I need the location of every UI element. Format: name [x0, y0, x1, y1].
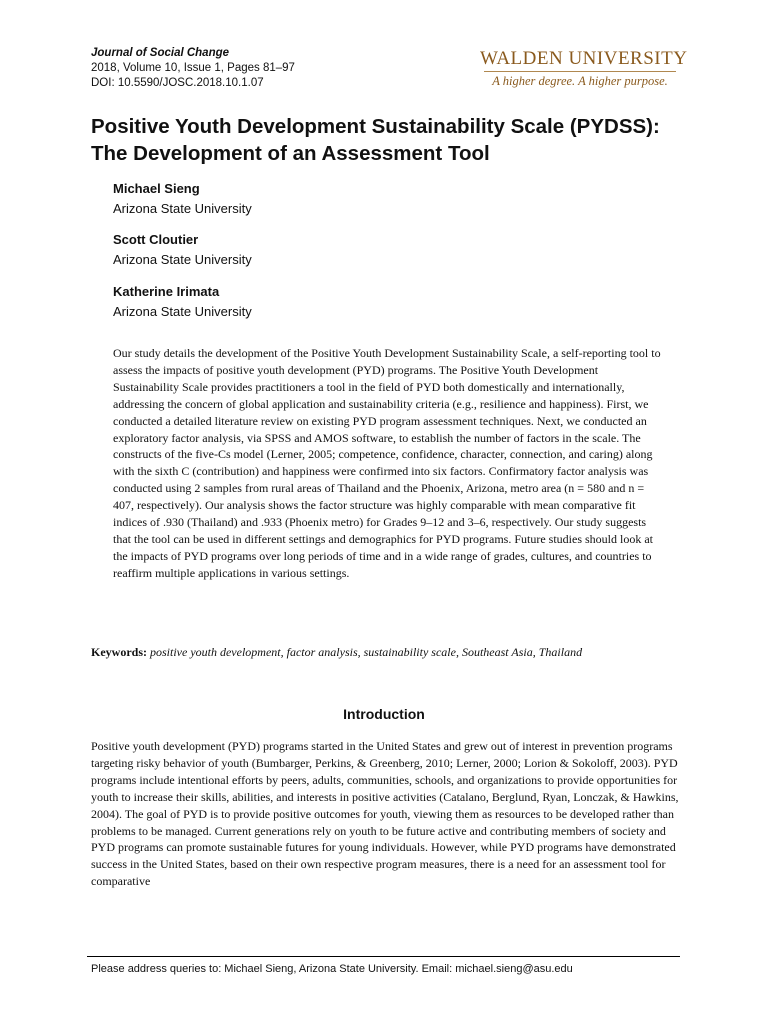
author-name: Scott Cloutier: [113, 232, 199, 247]
author-affiliation: Arizona State University: [113, 201, 252, 216]
keywords: [91, 644, 671, 661]
author-block: [113, 179, 252, 219]
logo-tagline: A higher degree. A higher purpose.: [492, 74, 668, 88]
introduction-paragraph: Positive youth development (PYD) programs started in the United States and grew out of interest in prevention programs targeting risky behavior of youth (Bumbarger, Perkins, & Greenberg, 2010; Lerner, 2000; Lorion & Sokoloff, 2003). PYD programs include intentional efforts by peers, adults, communities, schools, and organizations to provide opportunities for youth to increase their skills, abilities, and interests in positive activities (Catalano, Berglund, Ryan, Lonczak, & Hawkins, 2004). The goal of PYD is to provide positive outcomes for youth, viewing them as resources to be developed rather than problems to be managed. Current generations rely on youth to be future active and contributing members of society and PYD programs can promote sustainable futures for young individuals. However, while PYD programs have demonstrated success in the United States, based on their own respective program measures, there is a need for an assessment tool for comparative: [91, 739, 679, 889]
logo-name: WALDEN UNIVERSITY: [480, 48, 688, 69]
author-block: [113, 230, 252, 270]
author-block: [113, 282, 252, 322]
keywords-list: positive youth development, factor analysis, sustainability scale, Southeast Asia, Thailand: [150, 645, 583, 659]
footer-note: Please address queries to: Michael Sieng, Arizona State University. Email: michael.sieng@asu.edu: [91, 963, 573, 975]
footer-divider: [87, 956, 680, 957]
keywords-label: Keywords:: [91, 645, 147, 659]
author-name: Michael Sieng: [113, 181, 200, 196]
journal-header: [91, 46, 295, 91]
doi-line: DOI: 10.5590/JOSC.2018.10.1.07: [91, 77, 264, 89]
author-affiliation: Arizona State University: [113, 304, 252, 319]
walden-university-logo: [480, 48, 688, 89]
article-title: Positive Youth Development Sustainability Scale (PYDSS): The Development of an Assessment Tool: [91, 115, 660, 165]
journal-name: Journal of Social Change: [91, 47, 230, 59]
introduction-heading: Introduction: [343, 706, 425, 722]
issue-line: 2018, Volume 10, Issue 1, Pages 81–97: [91, 62, 295, 74]
author-name: Katherine Irimata: [113, 284, 220, 299]
logo-divider: [484, 71, 676, 72]
author-affiliation: Arizona State University: [113, 252, 252, 267]
abstract: Our study details the development of the Positive Youth Development Sustainability Scale, a self-reporting tool to assess the impacts of positive youth development (PYD) programs. The Positive Youth Development Sustainability Scale provides practitioners a tool in the field of PYD both domestically and internationally, addressing the concern of global application and sustainability criteria (e.g., resilience and happiness). First, we conducted a detailed literature review on existing PYD program assessment techniques. Next, we conducted an exploratory factor analysis, via SPSS and AMOS software, to establish the number of factors in the scale. The constructs of the five-Cs model (Lerner, 2005; competence, confidence, character, connection, and caring) along with the sixth C (contribution) and happiness were confirmed into six factors. Confirmatory factor analysis was conducted using 2 samples from rural areas of Thailand and the Phoenix, Arizona, metro area (n = 580 and n = 407, respectively). Our analysis shows the factor structure was highly comparable with mean comparative fit indices of .930 (Thailand) and .933 (Phoenix metro) for Grades 9–12 and 3–6, respectively. Our study suggests that the tool can be used in different settings and demographics for PYD programs. Future studies should look at the impacts of PYD programs over long periods of time and in a wide range of grades, cultures, and countries to reaffirm multiple applications in various settings.: [113, 346, 661, 580]
